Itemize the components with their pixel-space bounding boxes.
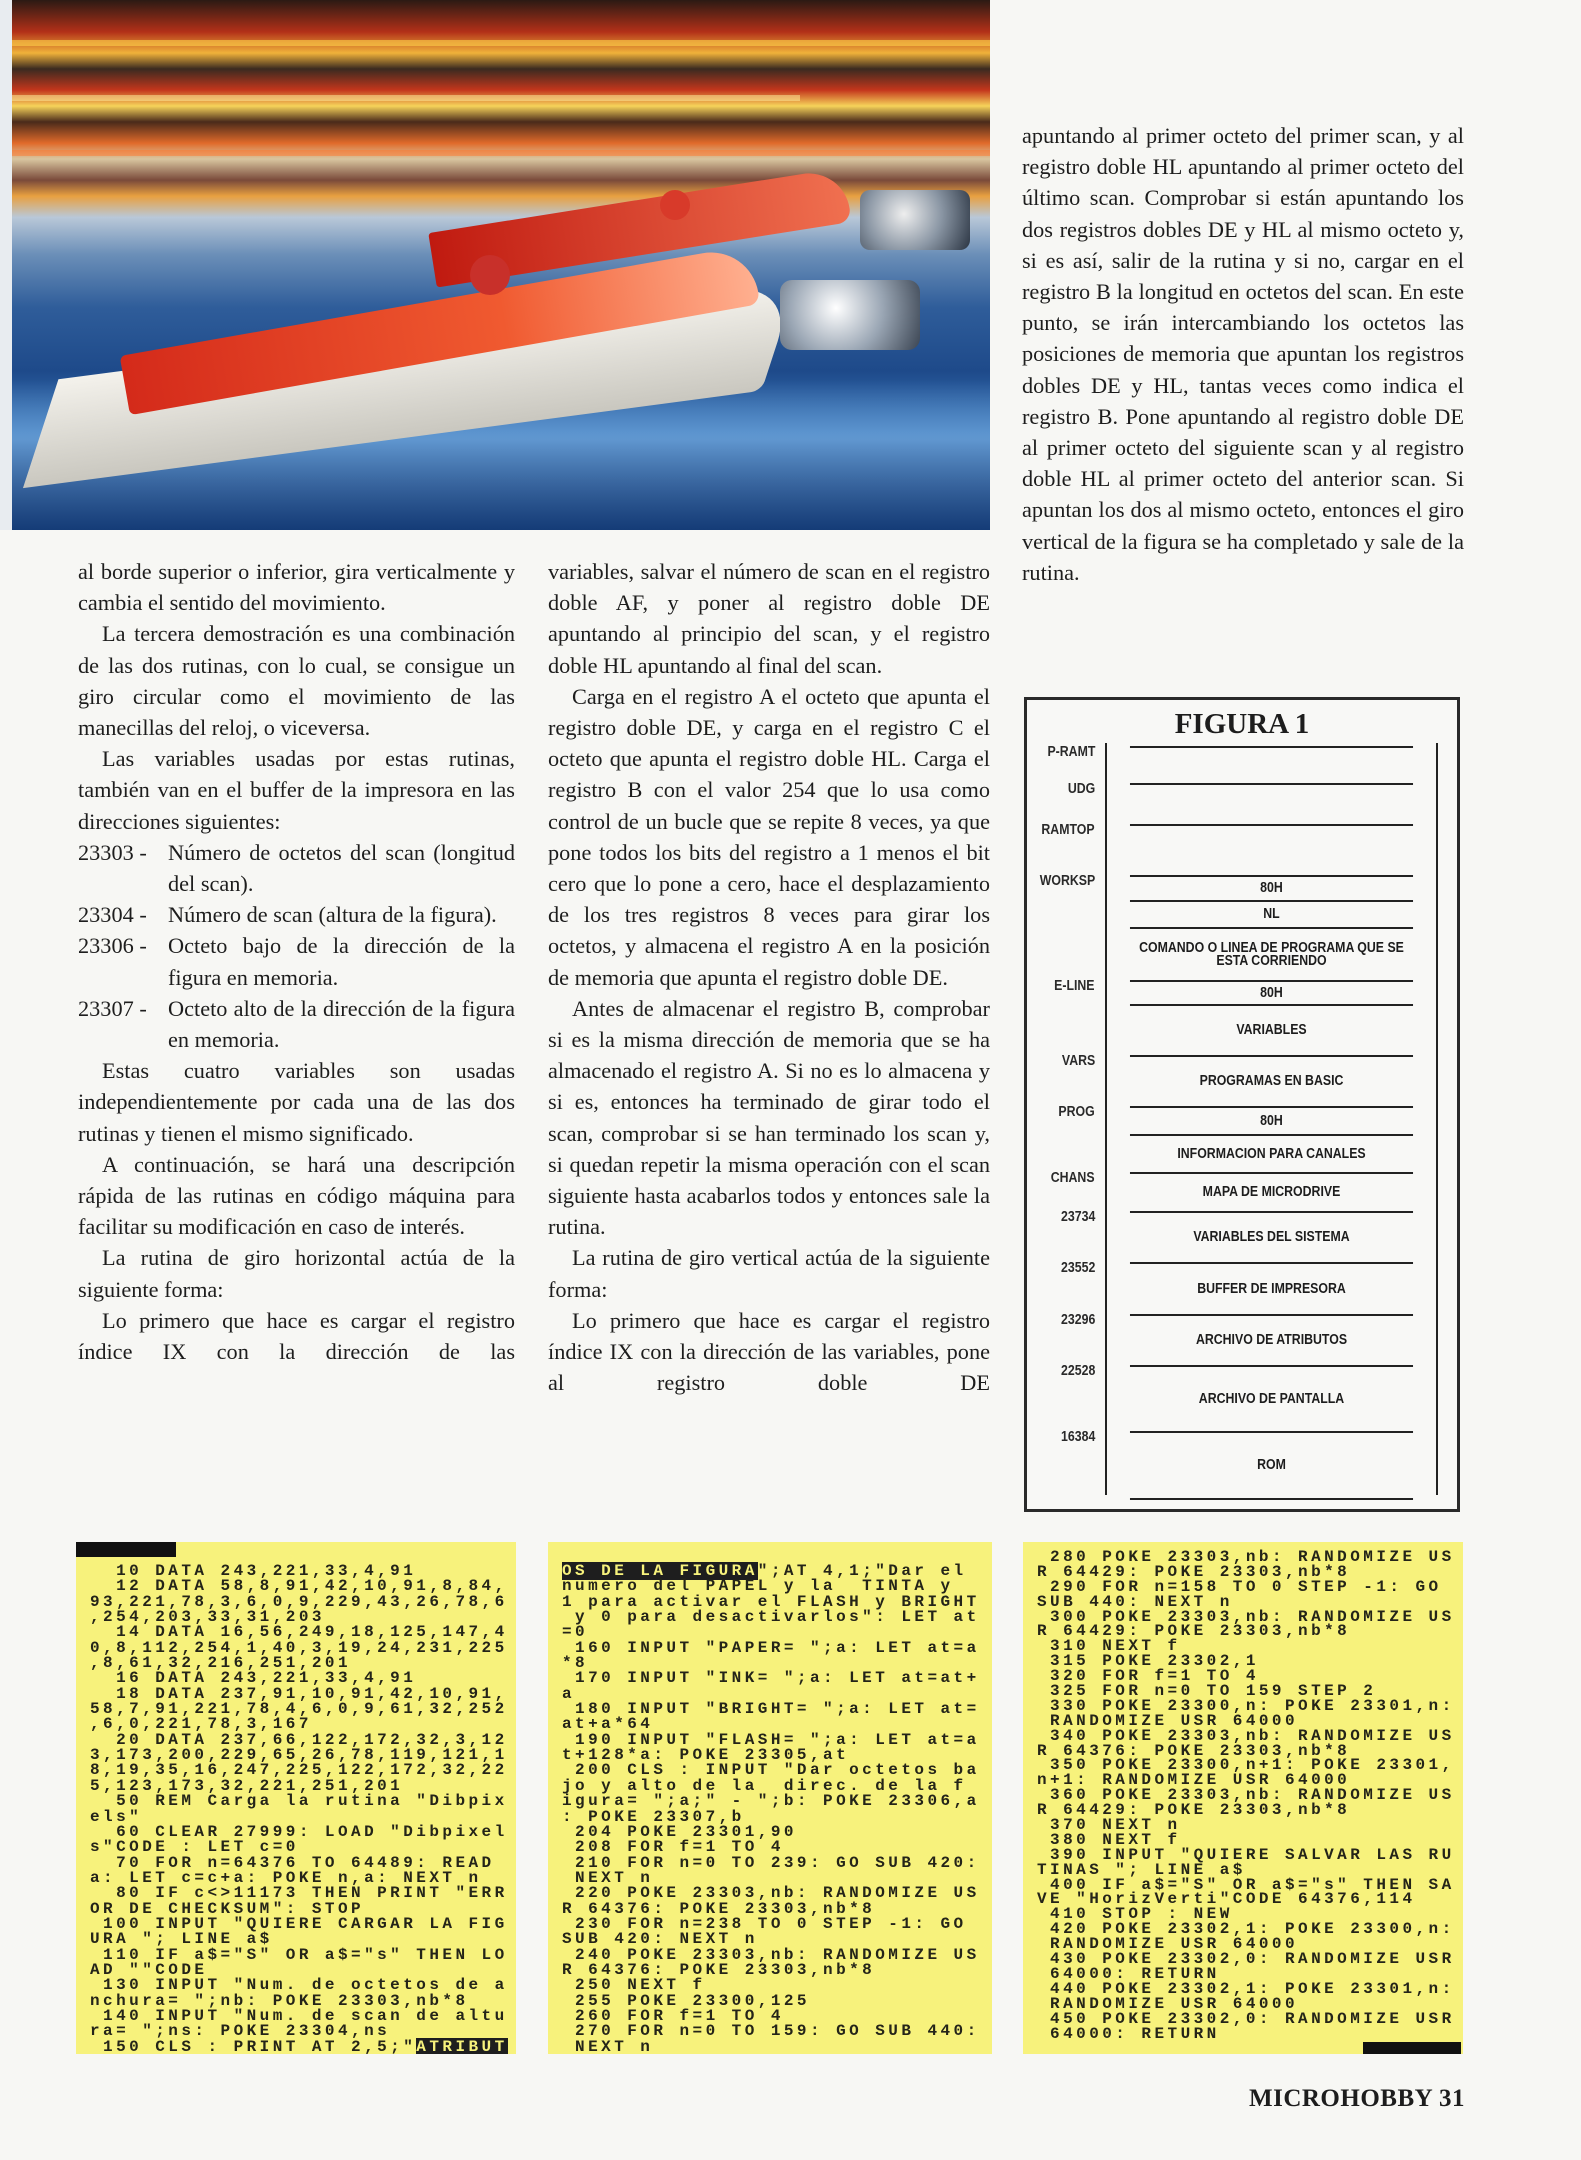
code-line: 390 INPUT "QUIERE SALVAR LAS RU xyxy=(1037,1845,1455,1864)
code-line: 16 DATA 243,221,33,4,91 xyxy=(90,1669,417,1688)
code-line: 1 para activar el FLASH y BRIGHT xyxy=(562,1592,980,1611)
driver-back xyxy=(660,190,690,220)
memory-region: COMANDO O LINEA DE PROGRAMA QUE SE ESTA CORRIENDO xyxy=(1130,927,1413,980)
listing-end-marker xyxy=(1363,2042,1461,2054)
code-line: 80 IF c<>11173 THEN PRINT "ERR xyxy=(90,1884,508,1903)
code-line: 270 FOR n=0 TO 159: GO SUB 440: xyxy=(562,2022,980,2041)
code-line: 60 CLEAR 27999: LOAD "Dibpixel xyxy=(90,1822,508,1841)
memory-region: MAPA DE MICRODRIVE xyxy=(1130,1172,1413,1211)
code-line: ,8,61,32,216,251,201 xyxy=(90,1654,352,1673)
code-line: 255 POKE 23300,125 xyxy=(562,1991,810,2010)
memory-region: VARIABLES xyxy=(1130,1004,1413,1055)
code-line: 440 POKE 23302,1: POKE 23301,n: xyxy=(1037,1979,1455,1998)
code-line: 8,19,35,16,247,225,122,172,32,22 xyxy=(90,1761,508,1780)
code-line: 360 POKE 23303,nb: RANDOMIZE US xyxy=(1037,1786,1455,1805)
memory-address-label: CHANS xyxy=(1051,1170,1095,1186)
article-column-1 xyxy=(78,556,515,1367)
basic-listing-right xyxy=(1023,1542,1463,2054)
code-line: RANDOMIZE USR 64000 xyxy=(1037,1935,1299,1954)
code-line: SUB 420: NEXT n xyxy=(562,1930,758,1949)
code-line: 250 NEXT f xyxy=(562,1976,706,1995)
memory-address-label: UDG xyxy=(1067,781,1095,797)
code-line: NEXT n xyxy=(562,1868,654,1887)
code-line: R 64376: POKE 23303,nb*8 xyxy=(1037,1741,1351,1760)
memory-region: BUFFER DE IMPRESORA xyxy=(1130,1262,1413,1314)
code-line: 130 INPUT "Num. de octetos de a xyxy=(90,1976,508,1995)
code-line: nchura= ";nb: POKE 23303,nb*8 xyxy=(90,1991,469,2010)
code-line: 240 POKE 23303,nb: RANDOMIZE US xyxy=(562,1945,980,1964)
code-line: *8 xyxy=(562,1654,589,1673)
memory-region: 80H xyxy=(1130,980,1413,1004)
article-column-3 xyxy=(1022,120,1464,588)
memory-address-label: 22528 xyxy=(1060,1363,1095,1379)
memory-address-label: 23552 xyxy=(1060,1260,1095,1276)
code-line: OR DE CHECKSUM": STOP xyxy=(90,1899,365,1918)
memory-region: 80H xyxy=(1130,1106,1413,1134)
code-line: 18 DATA 237,91,10,91,42,10,91, xyxy=(90,1684,508,1703)
magazine-name: MICROHOBBY xyxy=(1249,2085,1433,2112)
code-line: 340 POKE 23303,nb: RANDOMIZE US xyxy=(1037,1726,1455,1745)
code-line: SUB 440: NEXT n xyxy=(1037,1592,1233,1611)
listing-marker xyxy=(76,1542,176,1557)
code-line: ,254,203,33,31,203 xyxy=(90,1608,325,1627)
memory-region: INFORMACION PARA CANALES xyxy=(1130,1134,1413,1172)
code-line: 140 INPUT "Num. de scan de altu xyxy=(90,2006,508,2025)
code-line: 170 INPUT "INK= ";a: LET at=at+ xyxy=(562,1669,980,1688)
memory-address-label: P-RAMT xyxy=(1047,744,1095,760)
code-line: n+1: RANDOMIZE USR 64000 xyxy=(1037,1771,1351,1790)
code-line: 420 POKE 23302,1: POKE 23300,n: xyxy=(1037,1920,1455,1939)
code-line: igura= ";a;" - ";b: POKE 23306,a xyxy=(562,1792,980,1811)
code-line: 208 FOR f=1 TO 4 xyxy=(562,1838,784,1857)
code-line: 400 IF a$="S" OR a$="s" THEN SA xyxy=(1037,1875,1455,1894)
code-line: 325 FOR n=0 TO 159 STEP 2 xyxy=(1037,1682,1377,1701)
code-line: 450 POKE 23302,0: RANDOMIZE USR xyxy=(1037,2009,1455,2028)
code-line: t+128*a: POKE 23305,at xyxy=(562,1746,850,1765)
page-number: 31 xyxy=(1439,2085,1465,2112)
code-line: 350 POKE 23300,n+1: POKE 23301, xyxy=(1037,1756,1455,1775)
powerboat-illustration xyxy=(0,0,990,530)
code-line: RANDOMIZE USR 64000 xyxy=(1037,1994,1299,2013)
code-line: ,6,0,221,78,3,167 xyxy=(90,1715,312,1734)
code-line: AD ""CODE xyxy=(90,1960,208,1979)
code-line: 70 FOR n=64376 TO 64489: READ xyxy=(90,1853,495,1872)
code-line: 10 DATA 243,221,33,4,91 xyxy=(90,1562,417,1580)
paragraph: Antes de almacenar el registro B, comprobar si es la misma dirección de memoria que se ha almacenado el registro A. Si no es lo almacena y si es, entonces ha terminado de girar todo el scan, comprobar si se han terminado los scan y, si quedan repetir la misma operación con el scan siguiente hasta acabarlos todos y entonces sale la rutina. xyxy=(548,995,990,1240)
memory-address-label: 23734 xyxy=(1060,1209,1095,1225)
code-line: 370 NEXT n xyxy=(1037,1816,1181,1835)
code-line: TINAS "; LINE a$ xyxy=(1037,1860,1246,1879)
memory-region: ROM xyxy=(1130,1431,1413,1500)
code-line: 5,123,173,32,221,251,201 xyxy=(90,1776,404,1795)
memory-address-label: 23296 xyxy=(1060,1312,1095,1328)
paragraph: al borde superior o inferior, gira verticalmente y cambia el sentido del movimiento. xyxy=(78,559,515,616)
code-line: at+a*64 xyxy=(562,1715,654,1734)
memory-region: ARCHIVO DE ATRIBUTOS xyxy=(1130,1314,1413,1365)
engine-front xyxy=(780,280,920,350)
code-line: R 64429: POKE 23303,nb*8 xyxy=(1037,1801,1351,1820)
code-line: 210 FOR n=0 TO 239: GO SUB 420: xyxy=(562,1853,980,1872)
memory-region: ARCHIVO DE PANTALLA xyxy=(1130,1365,1413,1431)
code-line: 190 INPUT "FLASH= ";a: LET at=a xyxy=(562,1730,980,1749)
code-line: 300 POKE 23303,nb: RANDOMIZE US xyxy=(1037,1607,1455,1626)
code-line: 50 REM Carga la rutina "Dibpix xyxy=(90,1792,508,1811)
paragraph: A continuación, se hará una descripción rápida de las rutinas en código máquina para facilitar su modificación en caso de interés. xyxy=(78,1151,515,1240)
code-line: 58,7,91,221,78,4,6,0,9,61,32,252 xyxy=(90,1700,508,1719)
engine-back xyxy=(860,190,970,250)
code-line: 330 POKE 23300,n: POKE 23301,n: xyxy=(1037,1696,1455,1715)
code-line: 410 STOP : NEW xyxy=(1037,1905,1233,1924)
paragraph: variables, salvar el número de scan en el registro doble AF, y poner al registro doble DE apuntando al principio del scan, y el registro doble HL apuntando al final del scan. xyxy=(548,559,990,678)
memory-region: NL xyxy=(1130,900,1413,927)
basic-listing-middle xyxy=(548,1542,992,2054)
paragraph: La tercera demostración es una combinación de las dos rutinas, con lo cual, se consigue un giro circular como el movimiento de las manecillas del reloj, o viceversa. xyxy=(78,621,515,741)
memory-map-figure xyxy=(1024,697,1460,1512)
memory-address-label: VARS xyxy=(1061,1053,1095,1069)
code-line: 280 POKE 23303,nb: RANDOMIZE US xyxy=(1037,1548,1455,1566)
code-line: 93,221,78,3,6,0,9,229,43,26,78,6 xyxy=(90,1592,508,1611)
article-column-2 xyxy=(548,556,990,1398)
code-line: 290 FOR n=158 TO 0 STEP -1: GO xyxy=(1037,1577,1442,1596)
code-line: 14 DATA 16,56,249,18,125,147,4 xyxy=(90,1623,508,1642)
address-item: 23306 - Octeto bajo de la dirección de la figura en memoria. xyxy=(78,933,515,990)
code-line: URA "; LINE a$ xyxy=(90,1930,273,1949)
paragraph: Estas cuatro variables son usadas independientemente por cada una de las dos rutinas y tienen el mismo significado. xyxy=(78,1058,515,1146)
code-line: VE "HorizVerti"CODE 64376,114 xyxy=(1037,1890,1416,1909)
paragraph: Lo primero que hace es cargar el registro índice IX con la dirección de las variables, pone al registro doble DE xyxy=(548,1307,990,1396)
paragraph: La rutina de giro horizontal actúa de la siguiente forma: xyxy=(78,1245,515,1302)
code-line: 430 POKE 23302,0: RANDOMIZE USR xyxy=(1037,1950,1455,1969)
memory-region xyxy=(1130,746,1413,783)
code-line: 310 NEXT f xyxy=(1037,1637,1181,1656)
memory-region xyxy=(1130,783,1413,824)
code-line: 12 DATA 58,8,91,42,10,91,8,84, xyxy=(90,1577,508,1596)
basic-listing-left xyxy=(76,1542,516,2054)
code-line: =0 xyxy=(562,1623,589,1642)
code-line: a xyxy=(562,1684,576,1703)
memory-region: VARIABLES DEL SISTEMA xyxy=(1130,1211,1413,1262)
memory-address-label: 16384 xyxy=(1060,1429,1095,1445)
code-line: y 0 para desactivarlos": LET at xyxy=(562,1608,980,1627)
paragraph: Carga en el registro A el octeto que apunta el registro doble DE, y carga en el registro C el octeto que apunta el registro doble HL. Carga el registro B con el valor 254 que lo usa como control de un bucle que se repite 8 veces, ya que pone todos los bits del registro a 1 menos el bit cero que lo pone a cero, hace el desplazamiento de los tres registros 8 veces para girar los octetos, y almacena el registro A en la posición de memoria que apunta el registro doble DE. xyxy=(548,683,990,990)
memory-region xyxy=(1130,824,1413,875)
code-line: 110 IF a$="S" OR a$="s" THEN LO xyxy=(90,1945,508,1964)
code-line: R 64429: POKE 23303,nb*8 xyxy=(1037,1622,1351,1641)
code-line: a: LET c=c+a: POKE n,a: NEXT n xyxy=(90,1868,482,1887)
figure-title: FIGURA 1 xyxy=(1174,708,1310,740)
paragraph: apuntando al primer octeto del primer scan, y al registro doble HL apuntando al primer octeto del último scan. Comprobar si están apuntando los dos registros dobles DE y HL al mismo octeto y, si es así, salir de la rutina y si no, cargar en el registro B la longitud en octetos del scan. En este punto, se irán intercambiando los octetos las posiciones de memoria que apuntan los registros dobles DE y HL, tantas veces como indica el registro B. Pone apuntando al registro doble DE al primer octeto del siguiente scan y al registro doble HL al primer octeto del anterior scan. Si apuntan los dos al mismo octeto, entonces el giro vertical de la figura se ha completado y sale de la rutina. xyxy=(1022,123,1464,585)
code-line: 20 DATA 237,66,122,172,32,3,12 xyxy=(90,1730,508,1749)
code-line: 150 CLS : PRINT AT 2,5;"ATRIBUT xyxy=(90,2037,508,2054)
memory-region: PROGRAMAS EN BASIC xyxy=(1130,1055,1413,1106)
code-line: numero del PAPEL y la TINTA y xyxy=(562,1577,954,1596)
code-line: 220 POKE 23303,nb: RANDOMIZE US xyxy=(562,1884,980,1903)
code-line: NEXT n xyxy=(562,2037,654,2054)
paragraph: Las variables usadas por estas rutinas, también van en el buffer de la impresora en las direcciones siguientes: xyxy=(78,746,515,834)
inverse-text: OS DE LA FIGURA xyxy=(562,1562,758,1580)
code-line: OS DE LA FIGURA";AT 4,1;"Dar el xyxy=(562,1562,967,1580)
code-line: els" xyxy=(90,1807,143,1826)
code-line: 0,8,112,254,1,40,3,19,24,231,225 xyxy=(90,1638,508,1657)
code-line: R 64376: POKE 23303,nb*8 xyxy=(562,1899,876,1918)
code-line: R 64376: POKE 23303,nb*8 xyxy=(562,1960,876,1979)
paragraph: La rutina de giro vertical actúa de la siguiente forma: xyxy=(548,1245,990,1302)
code-line: 200 CLS : INPUT "Dar octetos ba xyxy=(562,1761,980,1780)
memory-address-label: WORKSP xyxy=(1039,873,1095,889)
code-line: 3,173,200,229,65,26,78,119,121,1 xyxy=(90,1746,508,1765)
inverse-text: ATRIBUT xyxy=(416,2037,508,2054)
memory-address-label: E-LINE xyxy=(1054,978,1095,994)
code-line: 204 POKE 23301,90 xyxy=(562,1822,797,1841)
memory-region: 80H xyxy=(1130,875,1413,900)
code-line: : POKE 23307,b xyxy=(562,1807,745,1826)
code-line: ra= ";ns: POKE 23304,ns xyxy=(90,2022,391,2041)
memory-address-label: RAMTOP xyxy=(1041,822,1095,838)
code-line: 260 FOR f=1 TO 4 xyxy=(562,2006,784,2025)
code-line: 315 POKE 23302,1 xyxy=(1037,1652,1259,1671)
driver-front xyxy=(470,255,510,295)
code-line: 100 INPUT "QUIERE CARGAR LA FIG xyxy=(90,1914,508,1933)
paragraph: Lo primero que hace es cargar el registro índice IX con la dirección de las xyxy=(78,1307,515,1365)
code-line: 320 FOR f=1 TO 4 xyxy=(1037,1667,1259,1686)
address-item: 23307 - Octeto alto de la dirección de la figura en memoria. xyxy=(78,995,515,1053)
page-footer xyxy=(1249,2085,1465,2113)
code-line: 180 INPUT "BRIGHT= ";a: LET at= xyxy=(562,1700,980,1719)
code-line: R 64429: POKE 23303,nb*8 xyxy=(1037,1562,1351,1581)
code-line: jo y alto de la direc. de la f xyxy=(562,1776,967,1795)
code-line: 64000: RETURN xyxy=(1037,1964,1220,1983)
code-line: 64000: RETURN xyxy=(1037,2024,1220,2043)
code-line: RANDOMIZE USR 64000 xyxy=(1037,1711,1299,1730)
code-line: 230 FOR n=238 TO 0 STEP -1: GO xyxy=(562,1914,967,1933)
code-line: 380 NEXT f xyxy=(1037,1830,1181,1849)
address-item: 23303 - Número de octetos del scan (longitud del scan). xyxy=(78,839,515,897)
memory-address-label: PROG xyxy=(1058,1104,1095,1120)
address-item: 23304 - Número de scan (altura de la figura). xyxy=(78,902,497,928)
code-line: s"CODE : LET c=0 xyxy=(90,1838,299,1857)
code-line: 160 INPUT "PAPER= ";a: LET at=a xyxy=(562,1638,980,1657)
